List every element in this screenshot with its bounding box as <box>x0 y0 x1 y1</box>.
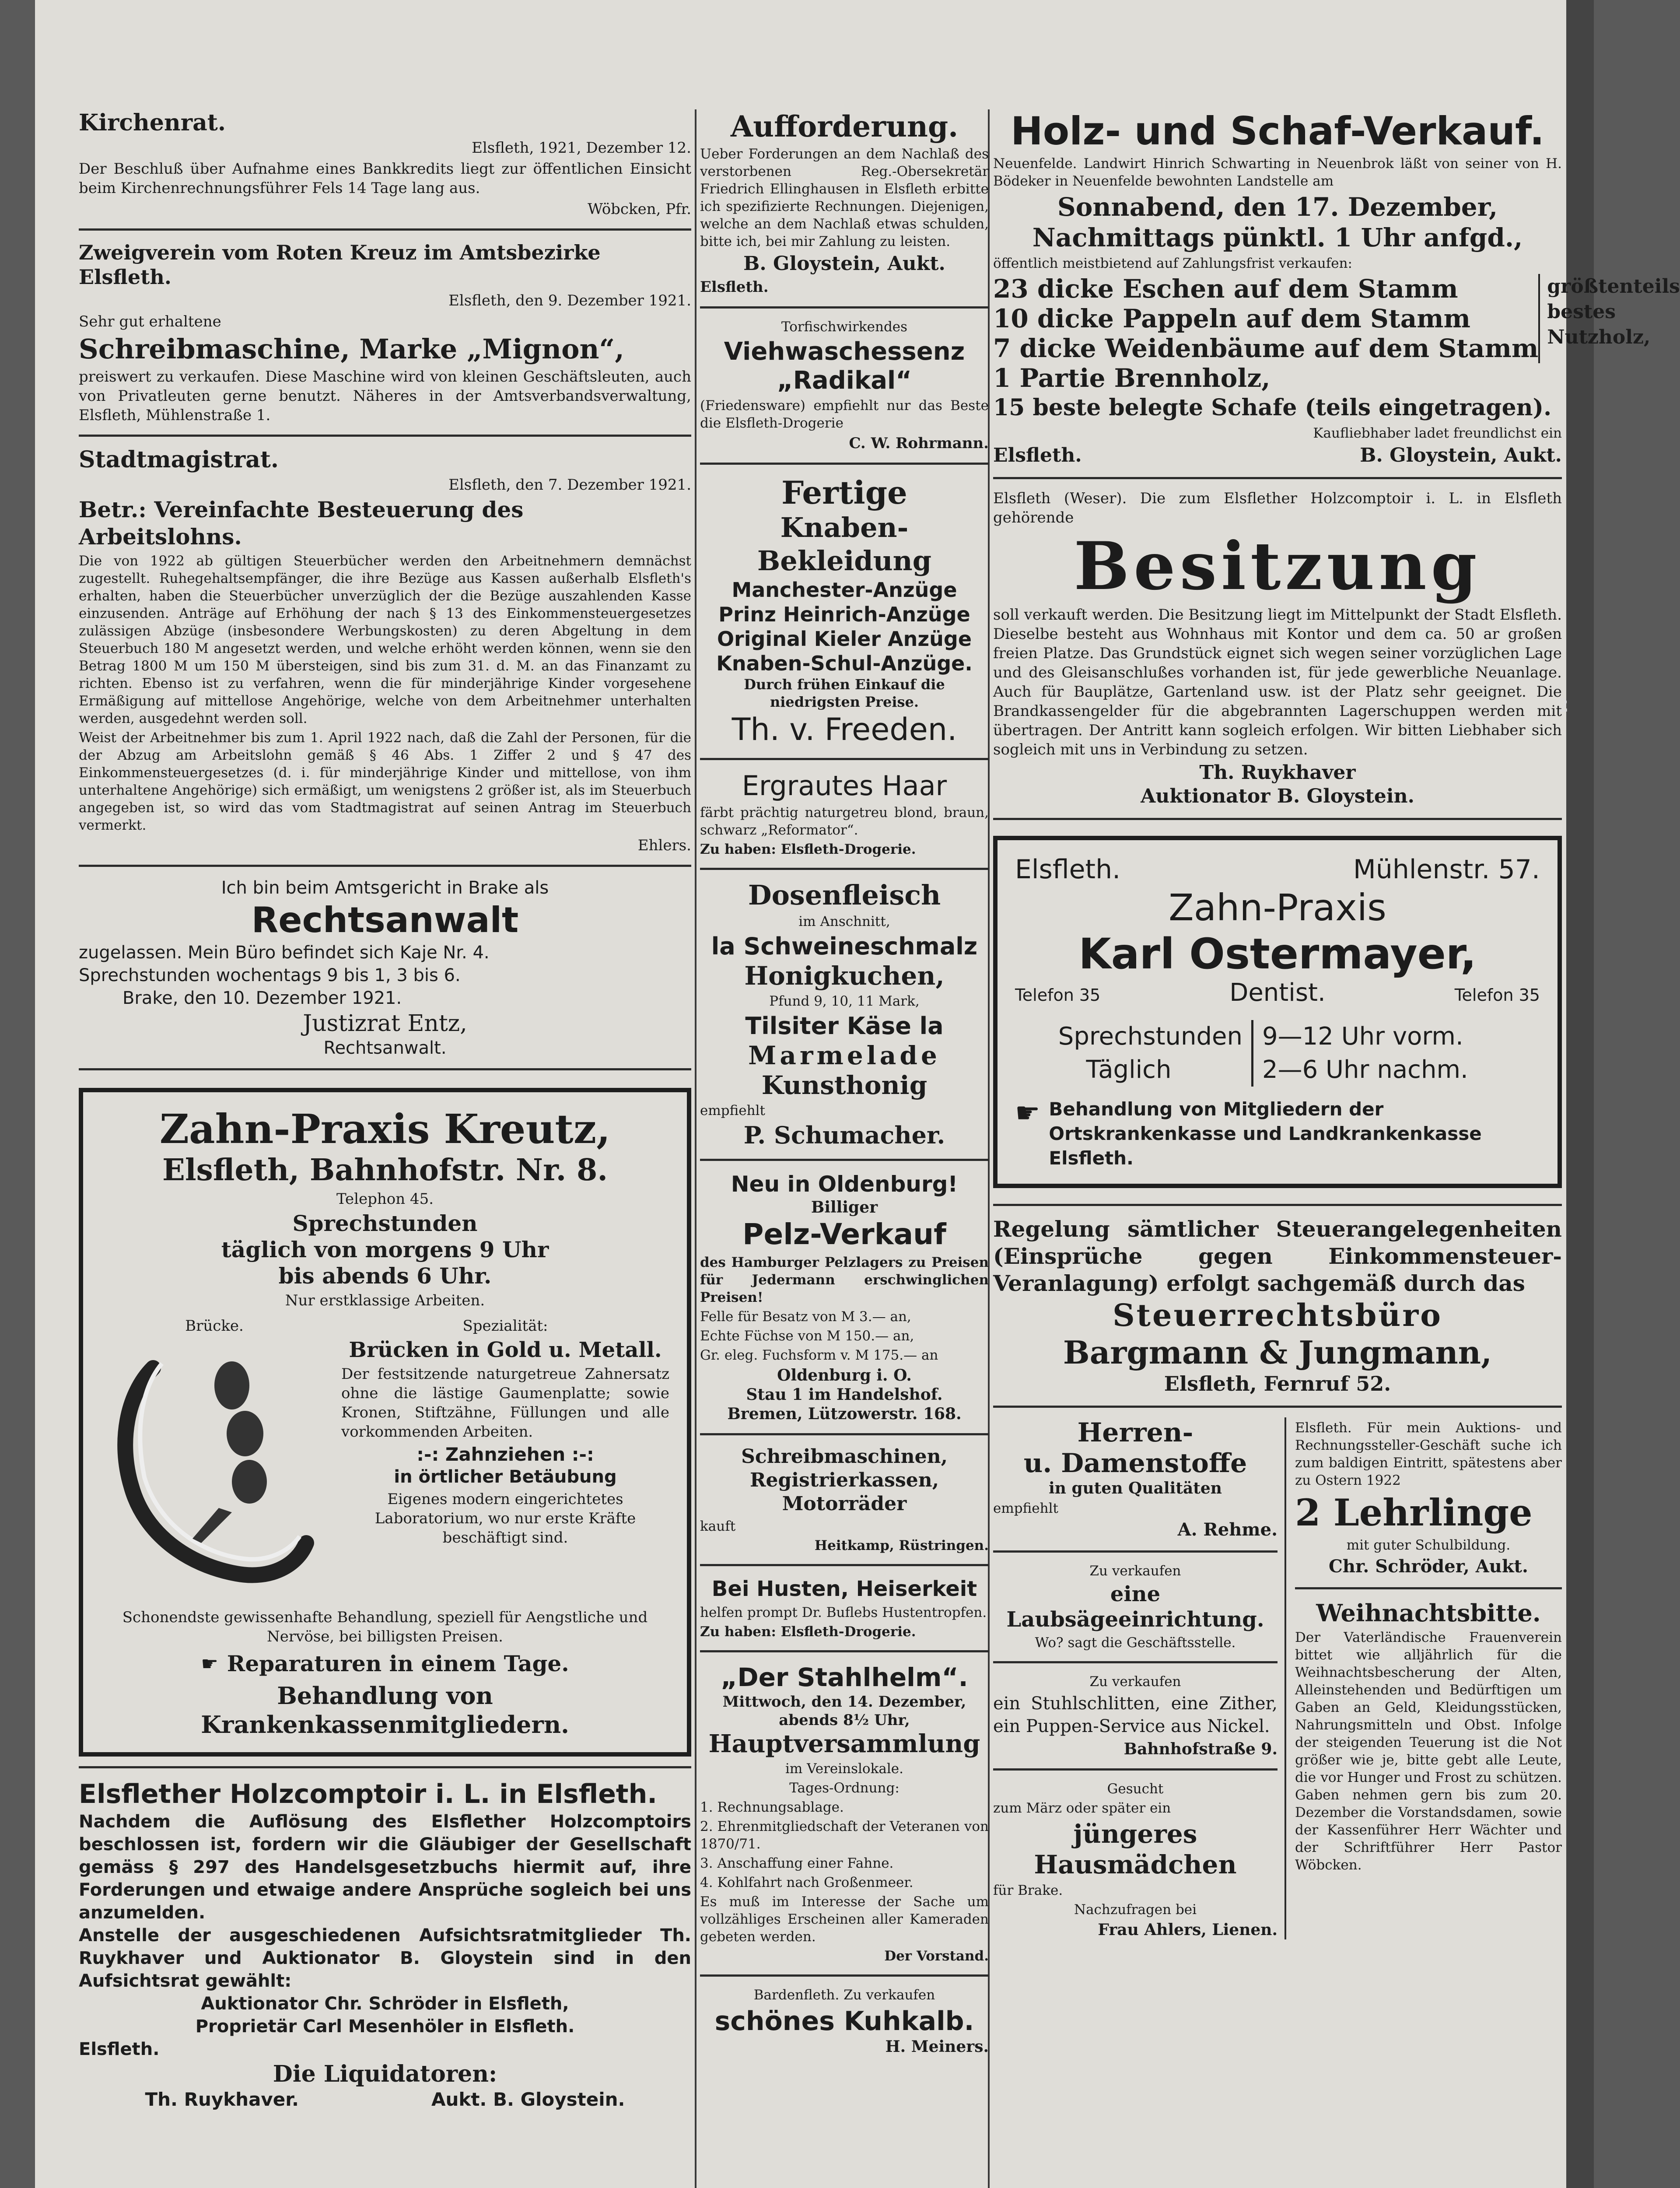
kreutz-schonend: Schonendste gewissenhafte Behandlung, speziell für Aengstliche und Nervöse, bei billigsten Preisen. <box>122 1609 648 1645</box>
viehwasch-title2: „Radikal“ <box>777 366 912 395</box>
holzverkauf-place: Elsfleth. <box>993 444 1082 466</box>
ostermayer-contact <box>1015 978 1540 1007</box>
ostermayer-taeglich: Täglich <box>1086 1055 1172 1084</box>
besitzung-title: Besitzung <box>1074 528 1481 605</box>
stahlhelm-sub: im Vereinslokale. <box>785 1761 903 1777</box>
ad-hausmaedchen <box>993 1780 1278 1939</box>
stahlhelm-agenda-1: 1. Rechnungsablage. <box>700 1799 844 1815</box>
dosen-title: Dosenfleisch <box>748 879 941 911</box>
ostermayer-hours-values <box>1253 1020 1468 1087</box>
divider <box>993 1550 1278 1553</box>
kreutz-address: Elsfleth, Bahnhofstr. Nr. 8. <box>162 1153 608 1188</box>
ostermayer-city: Elsfleth. <box>1015 854 1121 885</box>
holzverkauf-item: 10 dicke Pappeln auf dem Stamm <box>993 304 1471 333</box>
dosen-l3: Tilsiter Käse la <box>745 1012 944 1040</box>
kreutz-betaeubung: in örtlicher Betäubung <box>394 1467 617 1487</box>
hausmaedchen-top: Gesucht <box>1107 1781 1164 1797</box>
kreutz-desc: Der festsitzende naturgetreue Zahnersatz ohne die lästige Gaumenplatte; sowie Kronen, Stiftzähne, Füllungen und alle vorkommenden Arbeiten. <box>341 1365 669 1441</box>
stahlhelm-signature: Der Vorstand. <box>884 1948 989 1964</box>
schlitten-body: ein Stuhlschlitten, eine Zither, ein Puppen-Service aus Nickel. <box>993 1694 1278 1736</box>
ad-knaben-bekleidung <box>700 474 989 748</box>
divider <box>79 228 691 231</box>
rechtsanwalt-line4: Brake, den 10. Dezember 1921. <box>122 988 402 1008</box>
ad-aufforderung <box>700 109 989 297</box>
divider <box>79 865 691 867</box>
aufforderung-body: Ueber Forderungen an dem Nachlaß des verstorbenen Reg.-Obersekretär Friedrich Ellinghausen in Elsfleth erbitte ich spezifizierte Rechnungen. Diejenigen, welche an dem Nachlaß etwas schulden, bitte ich, bei mir Zahlung zu leisten. <box>700 146 989 249</box>
holzverkauf-item: 23 dicke Eschen auf dem Stamm <box>993 274 1458 304</box>
stadtmagistrat-signature: Ehlers. <box>637 837 691 854</box>
ostermayer-h2: 2—6 Uhr nachm. <box>1262 1055 1468 1084</box>
kreutz-labor: Eigenes modern eingerichtetes Laboratorium, wo nur erste Kräfte beschäftigt sind. <box>374 1490 636 1546</box>
viehwasch-tag: Torfischwirkendes <box>781 319 908 335</box>
pelz-billig: Billiger <box>811 1198 878 1217</box>
rechtsanwalt-line2: zugelassen. Mein Büro befindet sich Kaje Nr. 4. <box>79 943 490 963</box>
stahlhelm-headline: Hauptversammlung <box>708 1729 980 1758</box>
laubsaege-top: Zu verkaufen <box>1089 1563 1181 1579</box>
divider <box>993 477 1562 479</box>
rotkreuz-body: preiswert zu verkaufen. Diese Maschine wird von kleinen Geschäftsleuten, auch von Privatleuten gerne benutzt. Näheres in der Amtsverbandsverwaltung, Elsfleth, Mühlenstraße 1. <box>79 368 691 424</box>
kreutz-zahnziehen: :-: Zahnziehen :-: <box>416 1444 594 1465</box>
steuer-firm: Bargmann & Jungmann, <box>1063 1334 1492 1371</box>
herren-title1: Herren- <box>1077 1417 1194 1448</box>
dosen-l1: la Schweineschmalz <box>711 933 978 960</box>
viehwasch-firm: C. W. Rohrmann. <box>849 435 989 452</box>
ostermayer-tel-left: Telefon 35 <box>1015 985 1101 1005</box>
hausmaedchen-body: zum März oder später ein <box>993 1800 1171 1816</box>
ad-rechtsanwalt <box>79 877 691 1059</box>
column-left <box>79 109 691 2111</box>
holzcomptoir-sig2: Aukt. B. Gloystein. <box>431 2089 625 2110</box>
pelz-p3: Gr. eleg. Fuchsform v. M 175.— an <box>700 1347 938 1363</box>
ostermayer-title: Zahn-Praxis <box>1169 886 1386 929</box>
holzverkauf-items-block <box>993 274 1680 363</box>
aufforderung-title: Aufforderung. <box>730 109 959 144</box>
kuhkalb-top: Bardenfleth. Zu verkaufen <box>753 1987 935 2003</box>
weihnacht-title: Weihnachtsbitte. <box>1316 1599 1541 1627</box>
pelz-top: Neu in Oldenburg! <box>731 1171 958 1197</box>
kreutz-reparatur: Reparaturen in einem Tage. <box>227 1651 569 1676</box>
kirchenrat-dateline: Elsfleth, 1921, Dezember 12. <box>472 139 691 157</box>
pointing-hand-icon: ☛ <box>1015 1097 1040 1129</box>
stadtmagistrat-headline: Betr.: Vereinfachte Besteuerung des Arbeitslohns. <box>79 497 524 550</box>
kreutz-kasse: Behandlung von Krankenkassenmitgliedern. <box>201 1682 569 1739</box>
haar-title: Ergrautes Haar <box>742 770 947 802</box>
divider <box>79 1068 691 1070</box>
holzcomptoir-names1: Auktionator Chr. Schröder in Elsfleth, <box>201 1994 569 2014</box>
divider <box>993 1406 1562 1408</box>
ostermayer-tel-right: Telefon 35 <box>1454 985 1540 1005</box>
kreutz-hours3: bis abends 6 Uhr. <box>278 1263 492 1289</box>
holzverkauf-terms: öffentlich meistbietend auf Zahlungsfrist verkaufen: <box>993 256 1352 271</box>
column-right <box>993 109 1680 1939</box>
column-rule-1 <box>695 109 696 2188</box>
ostermayer-top <box>1015 853 1540 886</box>
kreutz-specialty-col <box>341 1315 669 1602</box>
dosen-firm: P. Schumacher. <box>743 1121 945 1149</box>
divider <box>700 868 989 870</box>
divider <box>79 435 691 437</box>
ad-weihnachtsbitte <box>1295 1599 1562 1874</box>
haar-where: Zu haben: Elsfleth-Drogerie. <box>700 842 916 857</box>
kreutz-phone: Telephon 45. <box>336 1190 434 1208</box>
besitzung-body: soll verkauft werden. Die Besitzung liegt im Mittelpunkt der Stadt Elsfleth. Dieselbe besteht aus Wohnhaus mit Kontor und dem ca. 50 ar großen freien Platze. Das Grundstück eignet sich wegen seiner vorzüglichen Lage und des Gleisanschlußes vorhanden ist, für jede gewerbliche Neuanlage. Auch für Bauplätze, Gartenland usw. ist der Platz sehr geeignet. Die Brandkassengelder für die abgebrannten Lagerschuppen werden mit übertragen. Der Antritt kann sogleich erfolgen. Wir bitten Liebhaber sich sogleich mit uns in Verbindung zu setzen. <box>993 606 1562 758</box>
schreib-kauft: kauft <box>700 1518 736 1534</box>
holzcomptoir-body2: Anstelle der ausgeschiedenen Aufsichtsratmitglieder Th. Ruykhaver und Auktionator B. Gloystein sind in den Aufsichtsrat gewählt: <box>79 1925 691 1991</box>
schreib-firm: Heitkamp, Rüstringen. <box>814 1538 989 1553</box>
pelz-p1: Felle für Besatz von M 3.— an, <box>700 1309 911 1325</box>
kirchenrat-title: Kirchenrat. <box>79 109 226 136</box>
pelz-p2: Echte Füchse von M 150.— an, <box>700 1328 914 1344</box>
ostermayer-role: Dentist. <box>1229 978 1326 1007</box>
steuer-body: Regelung sämtlicher Steuerangelegenheiten (Einsprüche gegen Einkommensteuer-Veranlagung) erfolgt sachgemäß durch das <box>993 1216 1562 1296</box>
kreutz-illustration-col <box>101 1315 328 1602</box>
lehrlinge-title: 2 Lehrlinge <box>1295 1491 1533 1534</box>
ostermayer-name: Karl Ostermayer, <box>1078 929 1477 978</box>
dosen-l4: Marmelade <box>748 1041 941 1070</box>
stadtmagistrat-dateline: Elsfleth, den 7. Dezember 1921. <box>448 476 691 494</box>
lehrlinge-firm: Chr. Schröder, Aukt. <box>1329 1556 1528 1577</box>
divider <box>700 306 989 309</box>
divider <box>993 818 1562 820</box>
ad-herren-damenstoffe <box>993 1417 1278 1541</box>
dosen-sub: im Anschnitt, <box>798 914 890 929</box>
dosen-l5: Kunsthonig <box>761 1070 928 1100</box>
fertige-title2: Knaben-Bekleidung <box>757 512 932 577</box>
holzcomptoir-title: Elsflether Holzcomptoir i. L. in Elsfleth. <box>79 1779 658 1809</box>
pelz-addr1: Oldenburg i. O. <box>777 1366 912 1385</box>
rotkreuz-headline: Schreibmaschine, Marke „Mignon“, <box>79 333 624 365</box>
ad-kirchenrat <box>79 109 691 219</box>
right-bottom-split <box>993 1417 1562 1939</box>
stahlhelm-agenda-3: 3. Anschaffung einer Fahne. <box>700 1855 894 1871</box>
rechtsanwalt-headline: Rechtsanwalt <box>251 900 519 940</box>
right-bottom-left <box>993 1417 1286 1939</box>
ostermayer-note: Behandlung von Mitgliedern der Ortskrankenkasse und Landkrankenkasse Elsfleth. <box>1049 1098 1482 1169</box>
laubsaege-title: eine Laubsägeeinrichtung. <box>1006 1582 1264 1632</box>
herren-firm: A. Rehme. <box>1177 1519 1278 1540</box>
holzverkauf-sigrow <box>993 444 1562 467</box>
ad-schlitten <box>993 1673 1278 1759</box>
steuer-title: Steuerrechtsbüro <box>1113 1297 1442 1333</box>
holzverkauf-item: 15 beste belegte Schafe (teils eingetragen). <box>993 394 1552 421</box>
fertige-firm: Th. v. Freeden. <box>732 712 957 747</box>
holzcomptoir-liquidatoren: Die Liquidatoren: <box>273 2061 497 2087</box>
kirchenrat-signature: Wöbcken, Pfr. <box>588 200 691 218</box>
ad-steuerrechtsbuero <box>993 1216 1562 1396</box>
fertige-l1: Manchester-Anzüge <box>732 578 957 602</box>
herren-empf: empfiehlt <box>993 1501 1058 1516</box>
dosen-price: Pfund 9, 10, 11 Mark, <box>769 993 920 1009</box>
kreutz-spezialitaet: Spezialität: <box>462 1317 548 1335</box>
holzverkauf-signature: B. Gloystein, Aukt. <box>1360 444 1562 466</box>
holzcomptoir-names2: Proprietär Carl Mesenhöler in Elsfleth. <box>195 2016 575 2037</box>
rechtsanwalt-role: Rechtsanwalt. <box>323 1038 447 1058</box>
aufforderung-place: Elsfleth. <box>700 278 769 296</box>
viehwasch-body: (Friedensware) empfiehlt nur das Beste die Elsfleth-Drogerie <box>700 398 989 431</box>
ad-holzverkauf <box>993 109 1680 467</box>
fertige-l4: Knaben-Schul-Anzüge. <box>716 652 973 675</box>
ad-viehwaschessenz <box>700 318 989 453</box>
stadtmagistrat-body1: Die von 1922 ab gültigen Steuerbücher werden den Arbeitnehmern demnächst zugestellt. Ruhegehaltsempfänger, die ihre Bezüge aus Kassen außerhalb Elsfleth's erhalten, haben die Steuerbücher unverzüglich der die Bezüge auszahlenden Kasse einzusenden. Anträge auf Erhöhung der nach § 13 des Einkommensteuergesetzes zulässigen Abzüge (insbesondere Werbungskosten) zu deren Abgeltung in dem Steuerbuch 180 M angesetzt werden, und welche erhöht werden können, wenn sie den Betrag 1800 M um 150 M übersteigen, sind bis zum 31. d. M. an das Finanzamt zu richten. Ebenso ist zu verfahren, wenn die für minderjährige Kinder vorgesehene Ermäßigung auf mittellose Angehörige, welche von dem Arbeitnehmer unterhalten werden, ausgedehnt werden soll. <box>79 553 691 726</box>
fertige-l2: Prinz Heinrich-Anzüge <box>718 603 970 626</box>
ad-besitzung <box>993 489 1562 808</box>
hausmaedchen-title: jüngeres Hausmädchen <box>1034 1819 1237 1879</box>
dosen-l2: Honigkuchen, <box>744 961 945 991</box>
holzverkauf-intro: Neuenfelde. Landwirt Hinrich Schwarting in Neuenbrok läßt von seiner von H. Bödeker in Neuenfelde bewohnten Landstelle am <box>993 156 1562 189</box>
kreutz-hours2: täglich von morgens 9 Uhr <box>221 1237 549 1262</box>
divider <box>1295 1587 1562 1589</box>
divider <box>700 1974 989 1977</box>
besitzung-sig2: Auktionator B. Gloystein. <box>1141 785 1414 807</box>
pelz-addr3: Bremen, Lützowerstr. 168. <box>727 1405 962 1423</box>
page-number: 2 <box>1558 696 1569 716</box>
kuhkalb-title: schönes Kuhkalb. <box>714 2006 974 2037</box>
holzverkauf-date2: Nachmittags pünktl. 1 Uhr anfgd., <box>1032 223 1523 252</box>
schlitten-addr: Bahnhofstraße 9. <box>1124 1740 1278 1758</box>
pointing-hand-icon: ☛ <box>201 1652 218 1675</box>
kreutz-reparatur-row <box>101 1651 669 1677</box>
ad-laubsaege <box>993 1562 1278 1652</box>
pelz-body: des Hamburger Pelzlagers zu Preisen für Jedermann erschwinglichen Preisen! <box>700 1255 989 1305</box>
fertige-l3: Original Kieler Anzüge <box>717 627 972 651</box>
aufforderung-signature: B. Gloystein, Aukt. <box>743 252 945 275</box>
schreib-title: Schreibmaschinen, Registrierkassen, Motorräder <box>741 1445 948 1515</box>
herren-title2: u. Damenstoffe <box>1023 1448 1247 1479</box>
viehwasch-title1: Viehwaschessenz <box>724 337 965 366</box>
ad-schreibmaschinen <box>700 1445 989 1554</box>
ostermayer-hours-labels <box>1015 1020 1253 1087</box>
rotkreuz-title: Zweigverein vom Roten Kreuz im Amtsbezirke Elsfleth. <box>79 241 601 289</box>
ostermayer-h1: 9—12 Uhr vorm. <box>1262 1022 1463 1051</box>
schlitten-top: Zu verkaufen <box>1089 1674 1181 1690</box>
laubsaege-where: Wo? sagt die Geschäftsstelle. <box>1035 1635 1236 1651</box>
stadtmagistrat-title: Stadtmagistrat. <box>79 446 279 473</box>
husten-title: Bei Husten, Heiserkeit <box>711 1577 977 1601</box>
holzverkauf-invite: Kaufliebhaber ladet freundlichst ein <box>1313 425 1562 441</box>
husten-body: helfen prompt Dr. Buflebs Hustentropfen. <box>700 1605 987 1620</box>
rechtsanwalt-name: Justizrat Entz, <box>303 1010 467 1037</box>
right-bottom-right <box>1295 1417 1562 1939</box>
ad-dosenfleisch <box>700 880 989 1149</box>
divider <box>993 1768 1278 1771</box>
lehrlinge-sub: mit guter Schulbildung. <box>1346 1537 1511 1553</box>
ostermayer-street: Mühlenstr. 57. <box>1353 854 1540 885</box>
husten-where: Zu haben: Elsfleth-Drogerie. <box>700 1624 916 1640</box>
ad-stadtmagistrat <box>79 446 691 855</box>
hausmaedchen-place: für Brake. <box>993 1883 1063 1898</box>
ostermayer-sprech: Sprechstunden <box>1058 1022 1242 1051</box>
rechtsanwalt-line1: Ich bin beim Amtsgericht in Brake als <box>221 878 549 898</box>
besitzung-intro: Elsfleth (Weser). Die zum Elsflether Holzcomptoir i. L. in Elsfleth gehörende <box>993 490 1562 526</box>
dental-bridge-illustration <box>101 1337 319 1600</box>
stahlhelm-agenda-4: 4. Kohlfahrt nach Großenmeer. <box>700 1875 914 1890</box>
fertige-note: Durch frühen Einkauf die niedrigsten Preise. <box>744 676 945 710</box>
ad-lehrlinge <box>1295 1419 1562 1578</box>
ad-stahlhelm <box>700 1662 989 1965</box>
kreutz-specialty-row <box>101 1315 669 1602</box>
ostermayer-note-row <box>1015 1097 1540 1171</box>
holzcomptoir-signatures <box>79 2088 691 2111</box>
rechtsanwalt-line3: Sprechstunden wochentags 9 bis 1, 3 bis 6. <box>79 965 461 985</box>
holzcomptoir-body1: Nachdem die Auflösung des Elsflether Holzcomptoirs beschlossen ist, fordern wir die Gläubiger der Gesellschaft gemäss § 297 des Handelsgesetzbuchs hiermit auf, ihre Forderungen und etwaige andere Ansprüche sogleich bei uns anzumelden. <box>79 1812 691 1923</box>
holzverkauf-items <box>993 274 1538 363</box>
ad-husten <box>700 1576 989 1641</box>
ad-ergrautes-haar <box>700 770 989 858</box>
herren-sub: in guten Qualitäten <box>1049 1479 1222 1497</box>
divider <box>993 1661 1278 1663</box>
stahlhelm-agenda-2: 2. Ehrenmitgliedschaft der Veteranen von 1870/71. <box>700 1819 989 1852</box>
ad-pelz <box>700 1171 989 1424</box>
hausmaedchen-addr: Nachzufragen bei <box>1074 1902 1197 1918</box>
ad-kuhkalb <box>700 1986 989 2056</box>
steuer-addr: Elsfleth, Fernruf 52. <box>1164 1372 1391 1396</box>
besitzung-sig1: Th. Ruykhaver <box>1199 761 1356 784</box>
rotkreuz-intro: Sehr gut erhaltene <box>79 313 221 330</box>
holzverkauf-date1: Sonnabend, den 17. Dezember, <box>1057 192 1498 222</box>
stahlhelm-agenda-title: Tages-Ordnung: <box>789 1780 900 1796</box>
kirchenrat-body: Der Beschluß über Aufnahme eines Bankkredits liegt zur öffentlichen Einsicht beim Kirchenrechnungsführer Fels 14 Tage lang aus. <box>79 160 691 197</box>
stadtmagistrat-body2: Weist der Arbeitnehmer bis zum 1. April 1922 nach, daß die Zahl der Personen, für die der Abzug am Arbeitslohn gemäß § 46 Abs. 1 Ziffer 2 und § 47 des Einkommensteuergesetzes (d. i. für minderjährige Kinder und mittellose, von ihm unterhaltene Angehörige) sich ermäßigt, um wenigstens 2 größer ist, als im Steuerbuch angegeben ist, so wird das vom Stadtmagistrat auf seinen Antrag im Steuerbuch vermerkt. <box>79 730 691 833</box>
kreutz-gold: Brücken in Gold u. Metall. <box>349 1338 662 1362</box>
haar-body: färbt prächtig naturgetreu blond, braun, schwarz „Reformator“. <box>700 805 989 838</box>
fertige-title1: Fertige <box>781 474 907 511</box>
kreutz-note: Nur erstklassige Arbeiten. <box>285 1292 485 1309</box>
divider <box>700 1650 989 1652</box>
kreutz-bruecke: Brücke. <box>185 1317 244 1335</box>
holzcomptoir-sig1: Th. Ruykhaver. <box>145 2089 299 2110</box>
kreutz-title: Zahn-Praxis Kreutz, <box>159 1105 611 1153</box>
column-middle <box>700 109 989 2056</box>
divider <box>700 1564 989 1566</box>
lehrlinge-intro: Elsfleth. Für mein Auktions- und Rechnungssteller-Geschäft suche ich zum baldigen Eintritt, spätestens aber zu Ostern 1922 <box>1295 1420 1562 1488</box>
pelz-addr2: Stau 1 im Handelshof. <box>746 1385 943 1404</box>
divider <box>700 1433 989 1435</box>
hausmaedchen-name: Frau Ahlers, Lienen. <box>1098 1921 1278 1939</box>
divider <box>993 1204 1562 1206</box>
holzverkauf-item: 1 Partie Brennholz, <box>993 363 1270 393</box>
ad-zahnpraxis-kreutz <box>79 1088 691 1757</box>
kuhkalb-name: H. Meiners. <box>885 2037 989 2056</box>
ad-holzcomptoir <box>79 1778 691 2111</box>
weihnacht-body: Der Vaterländische Frauenverein bittet wie alljährlich für die Weihnachtsbescherung der Alten, Alleinstehenden und Bedürftigen um Gaben an Geld, Kleidungsstücken, Nahrungsmitteln und Obst. Infolge der steigenden Teuerung ist die Not größer wie je, bitte gebt alle Leute, die vor Hunger und Frost zu schützen. Gaben nehmen gern bis zum 20. Dezember die Vorstandsdamen, sowie der Kassenführer Herr Wächter und der Schriftführer Herr Pastor Wöbcken. <box>1295 1630 1562 1873</box>
ad-zahnpraxis-ostermayer <box>993 836 1562 1188</box>
rotkreuz-dateline: Elsfleth, den 9. Dezember 1921. <box>448 292 691 309</box>
holzcomptoir-place: Elsfleth. <box>79 2039 160 2059</box>
pelz-title: Pelz-Verkauf <box>742 1217 946 1251</box>
divider <box>79 1766 691 1768</box>
stahlhelm-date: Mittwoch, den 14. Dezember, abends 8½ Uhr, <box>722 1693 966 1729</box>
divider <box>700 1159 989 1161</box>
holzverkauf-title: Holz- und Schaf-Verkauf. <box>1011 109 1544 154</box>
ostermayer-hours <box>1015 1020 1540 1087</box>
holzverkauf-bracket: größtenteils bestes Nutzholz, <box>1538 274 1652 363</box>
kreutz-hours1: Sprechstunden <box>292 1210 478 1236</box>
divider <box>700 463 989 465</box>
divider <box>700 758 989 760</box>
holzverkauf-item: 7 dicke Weidenbäume auf dem Stamm <box>993 333 1539 363</box>
dosen-empf: empfiehlt <box>700 1103 765 1119</box>
stahlhelm-note: Es muß im Interesse der Sache um vollzähliges Erscheinen aller Kameraden gebeten werden. <box>700 1894 989 1945</box>
ad-rotkreuz <box>79 240 691 425</box>
stahlhelm-title: „Der Stahlhelm“. <box>721 1662 968 1692</box>
